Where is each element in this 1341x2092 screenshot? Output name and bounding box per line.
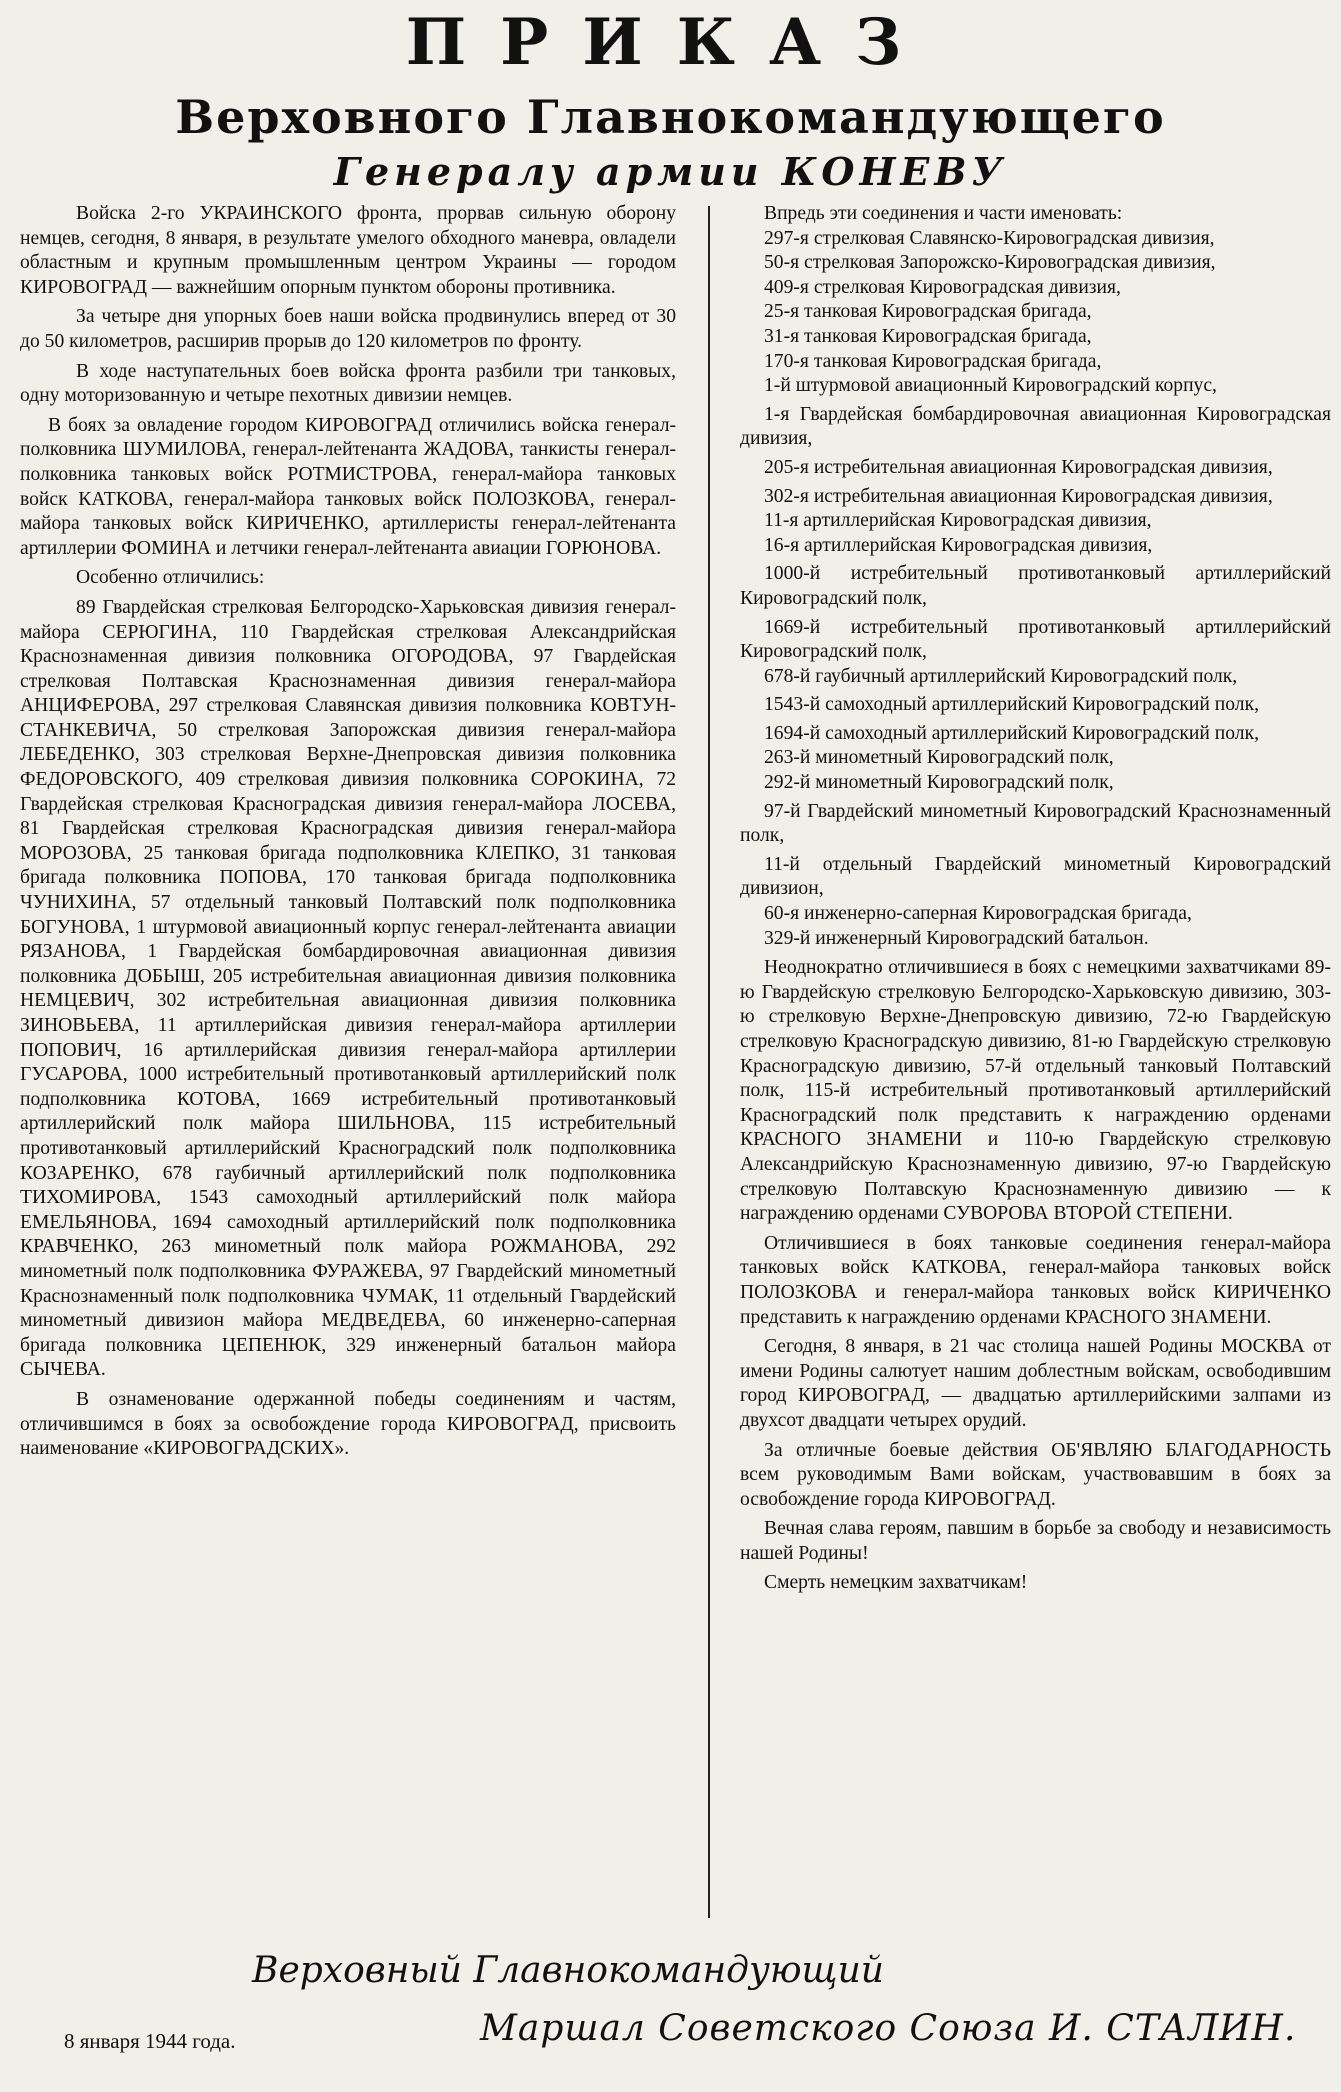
unit-list-item: 1-й штурмовой авиационный Кировоградский корпус, [764, 375, 1217, 397]
column-divider [708, 206, 710, 1918]
unit-list-item: 263-й минометный Кировоградский полк, [764, 747, 1114, 769]
unit-list-item: 409-я стрелковая Кировоградская дивизия, [764, 276, 1121, 298]
unit-list-item: 678-й гаубичный артиллерийский Кировоградский полк, [764, 665, 1238, 687]
unit-list-item: 170-я танковая Кировоградская бригада, [764, 350, 1102, 372]
paragraph: 89 Гвардейская стрелковая Белгородско-Харьковская дивизия генерал-майора СЕРЮГИНА, 110 Гвардейская стрелковая Александрийская Краснознаменная дивизия полковника ОГОРОДОВА, 97 Гвардейская стрелковая Полтавская Краснознаменная дивизия генерал-майора АНЦИФЕРОВА, 297 стрелковая Славянская дивизия полковника КОВТУН-СТАНКЕВИЧА, 50 стрелковая Запорожская дивизия генерал-майора ЛЕБЕДЕНКО, 303 стрелковая Верхне-Днепровская дивизия полковника ФЕДОРОВСКОГО, 409 стрелковая дивизия полковника СОРОКИНА, 72 Гвардейская стрелковая Красноградская дивизия генерал-майора ЛОСЕВА, 81 Гвардейская стрелковая Красноградская дивизия генерал-майора МОРОЗОВА, 25 танковая бригада подполковника КЛЕПКО, 31 танковая бригада полковника ПОПОВА, 170 танковая бригада подполковника ЧУНИХИНА, 57 отдельный танковый Полтавский полк подполковника БОГУНОВА, 1 штурмовой авиационный корпус генерал-лейтенанта авиации РЯЗАНОВА, 1 Гвардейская бомбардировочная авиационная дивизия полковника ДОБЫШ, 205 истребительная авиационная дивизия полковника НЕМЦЕВИЧ, 302 истребительная авиационная дивизия полковника ЗИНОВЬЕВА, 11 артиллерийская дивизия генерал-майора артиллерии ПОПОВИЧ, 16 артиллерийская дивизия генерал-майора артиллерии ГУСАРОВА, 1000 истребительный противотанковый артиллерийский полк подполковника КОТОВА, 1669 истребительный противотанковый артиллерийский полк майора ШИЛЬНОВА, 115 истребительный противотанковый артиллерийский Красноградский полк подполковника КОЗАРЕНКО, 678 гаубичный артиллерийский полк подполковника ТИХОМИРОВА, 1543 самоходный артиллерийский полк майора ЕМЕЛЬЯНОВА, 1694 самоходный артиллерийский полк подполковника КРАВЧЕНКО, 263 минометный полк майора РОЖМАНОВА, 292 минометный полк подполковника ФУРАЖЕВА, 97 Гвардейский минометный Краснознаменный полк подполковника ЧУМАК, 11 отдельный Гвардейский минометный дивизион майора МЕДВЕДЕВА, 60 инженерно-саперная бригада полковника ЦЕПЕНЮК, 329 инженерный батальон майора СЫЧЕВА. [20, 596, 676, 1381]
unit-list-item: 1-я Гвардейская бомбардировочная авиационная Кировоградская дивизия, [740, 403, 1331, 450]
paragraph: Смерть немецким захватчикам! [764, 1572, 1028, 1594]
paragraph: Неоднократно отличившиеся в боях с немецкими захватчиками 89-ю Гвардейскую стрелковую Белгородско-Харьковскую дивизию, 303-ю стрелковую Верхне-Днепровскую дивизию, 72-ю Гвардейскую стрелковую Красноградскую дивизию, 81-ю Гвардейскую стрелковую Красноградскую дивизию, 57-й отдельный танковый Полтавский полк, 115-й истребительный противотанковый артиллерийский Красноградский полк представить к награждению орденами КРАСНОГО ЗНАМЕНИ и 110-ю Гвардейскую стрелковую Александрийскую Краснознаменную дивизию, 97-ю Гвардейскую стрелковую Полтавскую Краснознаменную дивизию — к награждению орденами СУВОРОВА ВТОРОЙ СТЕПЕНИ. [740, 957, 1331, 1225]
unit-list-item: 1694-й самоходный артиллерийский Кировоградский полк, [764, 722, 1259, 744]
unit-list-item: 1669-й истребительный противотанковый артиллерийский Кировоградский полк, [740, 616, 1331, 663]
signature-name: Маршал Советского Союза И. СТАЛИН. [480, 2008, 1297, 2049]
unit-list-item: 1000-й истребительный противотанковый артиллерийский Кировоградский полк, [740, 563, 1331, 609]
unit-list-item: 302-я истребительная авиационная Кировоградская дивизия, [764, 485, 1273, 507]
unit-list-item: 31-я танковая Кировоградская бригада, [764, 325, 1092, 347]
order-subtitle: Верховного Главнокомандующего [175, 90, 1166, 144]
unit-list-item: 50-я стрелковая Запорожско-Кировоградская дивизия, [764, 252, 1216, 274]
text-columns [20, 202, 1331, 1932]
unit-list-item: 292-й минометный Кировоградский полк, [764, 772, 1114, 794]
unit-list-item: 297-я стрелковая Славянско-Кировоградская дивизия, [764, 227, 1215, 249]
paragraph: В ходе наступательных боев войска фронта разбили три танковых, одну моторизованную и четыре пехотных дивизии немцев. [20, 360, 676, 407]
unit-list-item: 205-я истребительная авиационная Кировоградская дивизия, [764, 456, 1273, 478]
signature-title: Верховный Главнокомандующий [252, 1950, 884, 1991]
paragraph: Войска 2-го УКРАИНСКОГО фронта, прорвав сильную оборону немцев, сегодня, 8 января, в результате умелого обходного маневра, овладели областным и крупным промышленным центром Украины — городом КИРОВОГРАД — важнейшим опорным пунктом обороны противника. [20, 203, 676, 298]
unit-list-item: 25-я танковая Кировоградская бригада, [764, 301, 1092, 323]
paragraph: В ознаменование одержанной победы соединениям и частям, отличившимся в боях за освобождение города КИРОВОГРАД, присвоить наименование «КИРОВОГРАДСКИХ». [20, 1388, 676, 1460]
order-title: ПРИКАЗ [405, 5, 936, 80]
order-addressee: Генералу армии КОНЕВУ [333, 149, 1008, 194]
order-date: 8 января 1944 года. [64, 2029, 236, 2053]
unit-list-item: 1543-й самоходный артиллерийский Кировоградский полк, [764, 694, 1259, 716]
paragraph: Особенно отличились: [76, 567, 265, 589]
unit-list-item: 11-й отдельный Гвардейский минометный Кировоградский дивизион, [740, 853, 1331, 900]
left-column [20, 202, 676, 1932]
paragraph: Отличившиеся в боях танковые соединения генерал-майора танковых войск КАТКОВА, генерал-майора танковых войск ПОЛОЗКОВА и генерал-майора танковых войск КИРИЧЕНКО представить к награждению орденами КРАСНОГО ЗНАМЕНИ. [740, 1232, 1331, 1328]
paragraph: За отличные боевые действия ОБ'ЯВЛЯЮ БЛАГОДАРНОСТЬ всем руководимым Вами войскам, участвовавшим в боях за освобождение города КИРОВОГРАД. [740, 1439, 1331, 1510]
paragraph: В боях за овладение городом КИРОВОГРАД отличились войска генерал-полковника ШУМИЛОВА, генерал-лейтенанта ЖАДОВА, танкисты генерал-полковника танковых войск РОТМИСТРОВА, генерал-майора танковых войск КАТКОВА, генерал-майора танковых войск ПОЛОЗКОВА, генерал-майора танковых войск КИРИЧЕНКО, артиллеристы генерал-лейтенанта артиллерии ФОМИНА и летчики генерал-лейтенанта авиации ГОРЮНОВА. [20, 414, 676, 559]
unit-list-item: 16-я артиллерийская Кировоградская дивизия, [764, 534, 1153, 556]
unit-list-item: 97-й Гвардейский минометный Кировоградский Краснознаменный полк, [740, 800, 1331, 847]
paragraph: За четыре дня упорных боев наши войска продвинулись вперед от 30 до 50 километров, расширив прорыв до 120 километров по фронту. [20, 306, 676, 352]
units-list [740, 227, 1331, 952]
units-intro: Впредь эти соединения и части именовать: [764, 203, 1123, 224]
paragraph: Вечная слава героям, павшим в борьбе за свободу и независимость нашей Родины! [740, 1518, 1331, 1564]
unit-list-item: 329-й инженерный Кировоградский батальон. [764, 927, 1149, 949]
unit-list-item: 11-я артиллерийская Кировоградская дивизия, [764, 510, 1152, 532]
right-column [740, 202, 1331, 1932]
paragraph: Сегодня, 8 января, в 21 час столица нашей Родины МОСКВА от имени Родины салютует нашим доблестным войскам, освободившим город КИРОВОГРАД, — двадцатью артиллерийскими залпами из двухсот двадцати четырех орудий. [740, 1336, 1331, 1431]
unit-list-item: 60-я инженерно-саперная Кировоградская бригада, [764, 903, 1192, 925]
